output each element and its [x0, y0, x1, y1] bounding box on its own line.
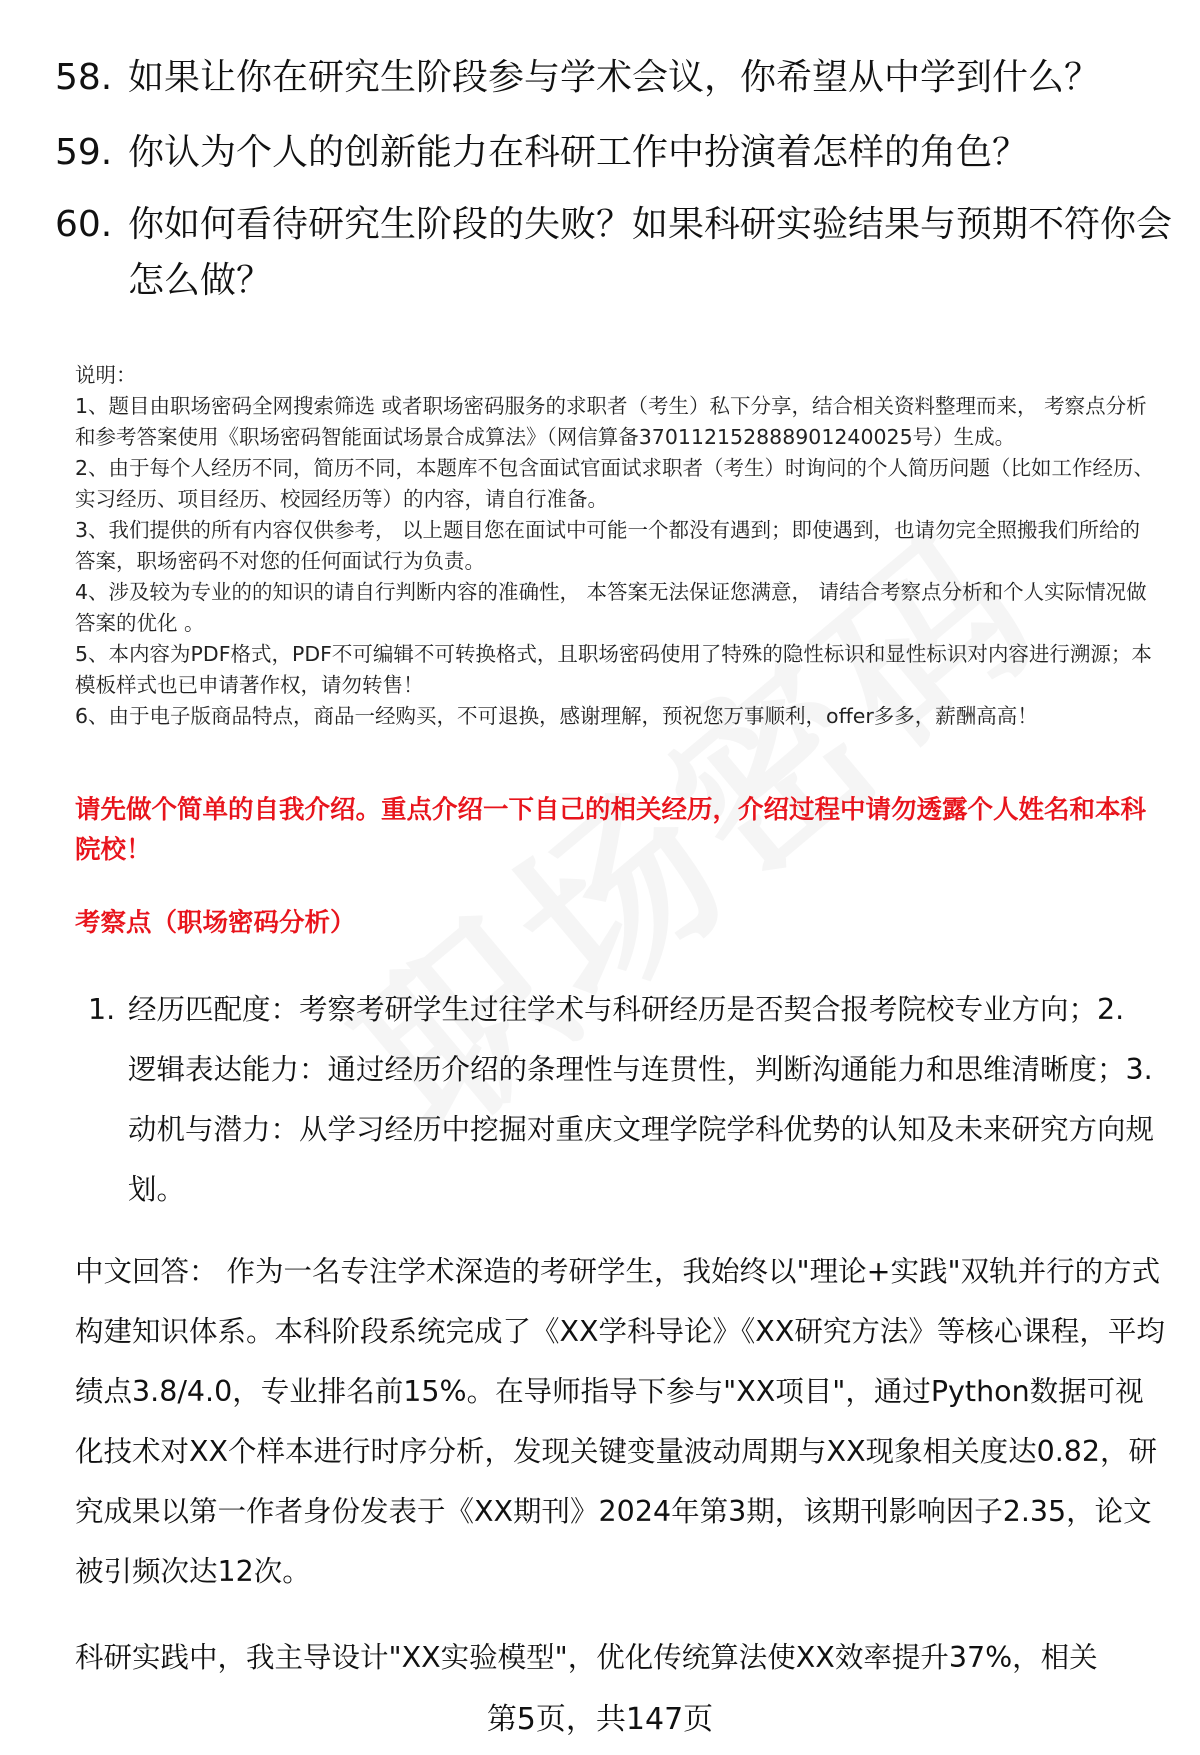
question-number: 58.	[55, 57, 113, 98]
analysis-number: 1.	[88, 993, 116, 1026]
analysis-heading: 考察点（职场密码分析）	[75, 908, 356, 938]
answer-paragraph: 科研实践中，我主导设计"XX实验模型"，优化传统算法使XX效率提升37%，相关	[75, 1641, 1098, 1674]
analysis-text: 经历匹配度：考察考研学生过往学术与科研经历是否契合报考院校专业方向；2. 逻辑表达能力：通过经历介绍的条理性与连贯性，判断沟通能力和思维清晰度；3. 动机与潜力：从学习经历中挖掘对重庆文理学院学科优势的认知及未来研究方向规划。	[128, 993, 1155, 1206]
note-item: 5、本内容为PDF格式，PDF不可编辑不可转换格式，且职场密码使用了特殊的隐性标识和显性标识对内容进行溯源；本模板样式也已申请著作权，请勿转售！	[75, 642, 1152, 697]
question-number: 59.	[55, 132, 113, 173]
answer-paragraph: 中文回答： 作为一名专注学术深造的考研学生，我始终以"理论+实践"双轨并行的方式构建知识体系。本科阶段系统完成了《XX学科导论》《XX研究方法》等核心课程，平均绩点3.8/4.0，专业排名前15%。在导师指导下参与"XX项目"，通过Python数据可视化技术对XX个样本进行时序分析，发现关键变量波动周期与XX现象相关度达0.82，研究成果以第一作者身份发表于《XX期刊》2024年第3期，该期刊影响因子2.35，论文被引频次达12次。	[75, 1255, 1165, 1588]
note-item: 6、由于电子版商品特点，商品一经购买，不可退换，感谢理解，预祝您万事顺利，offer多多，薪酬高高！	[75, 704, 1038, 728]
note-item: 1、题目由职场密码全网搜索筛选 或者职场密码服务的求职者（考生）私下分享，结合相关资料整理而来， 考察点分析和参考答案使用《职场密码智能面试场景合成算法》（网信算备370112152888901240025号）生成。	[75, 394, 1147, 449]
main-question: 请先做个简单的自我介绍。重点介绍一下自己的相关经历，介绍过程中请勿透露个人姓名和本科院校！	[75, 795, 1147, 865]
question-number: 60.	[55, 204, 113, 245]
notes-block	[75, 360, 1155, 732]
question-text: 你如何看待研究生阶段的失败？如果科研实验结果与预期不符你会怎么做？	[128, 204, 1173, 301]
analysis-points	[88, 980, 1158, 1220]
note-item: 2、由于每个人经历不同，简历不同，本题库不包含面试官面试求职者（考生）时询问的个人简历问题（比如工作经历、实习经历、项目经历、校园经历等）的内容，请自行准备。	[75, 456, 1155, 511]
question-text: 你认为个人的创新能力在科研工作中扮演着怎样的角色？	[128, 132, 1029, 173]
note-item: 3、我们提供的所有内容仅供参考， 以上题目您在面试中可能一个都没有遇到；即使遇到，也请勿完全照搬我们所给的答案，职场密码不对您的任何面试行为负责。	[75, 518, 1141, 573]
note-item: 4、涉及较为专业的的知识的请自行判断内容的准确性， 本答案无法保证您满意， 请结合考察点分析和个人实际情况做答案的优化 。	[75, 580, 1147, 635]
question-text: 如果让你在研究生阶段参与学术会议，你希望从中学到什么？	[128, 57, 1101, 98]
page-footer: 第5页，共147页	[486, 1702, 714, 1737]
notes-title: 说明：	[75, 363, 137, 387]
